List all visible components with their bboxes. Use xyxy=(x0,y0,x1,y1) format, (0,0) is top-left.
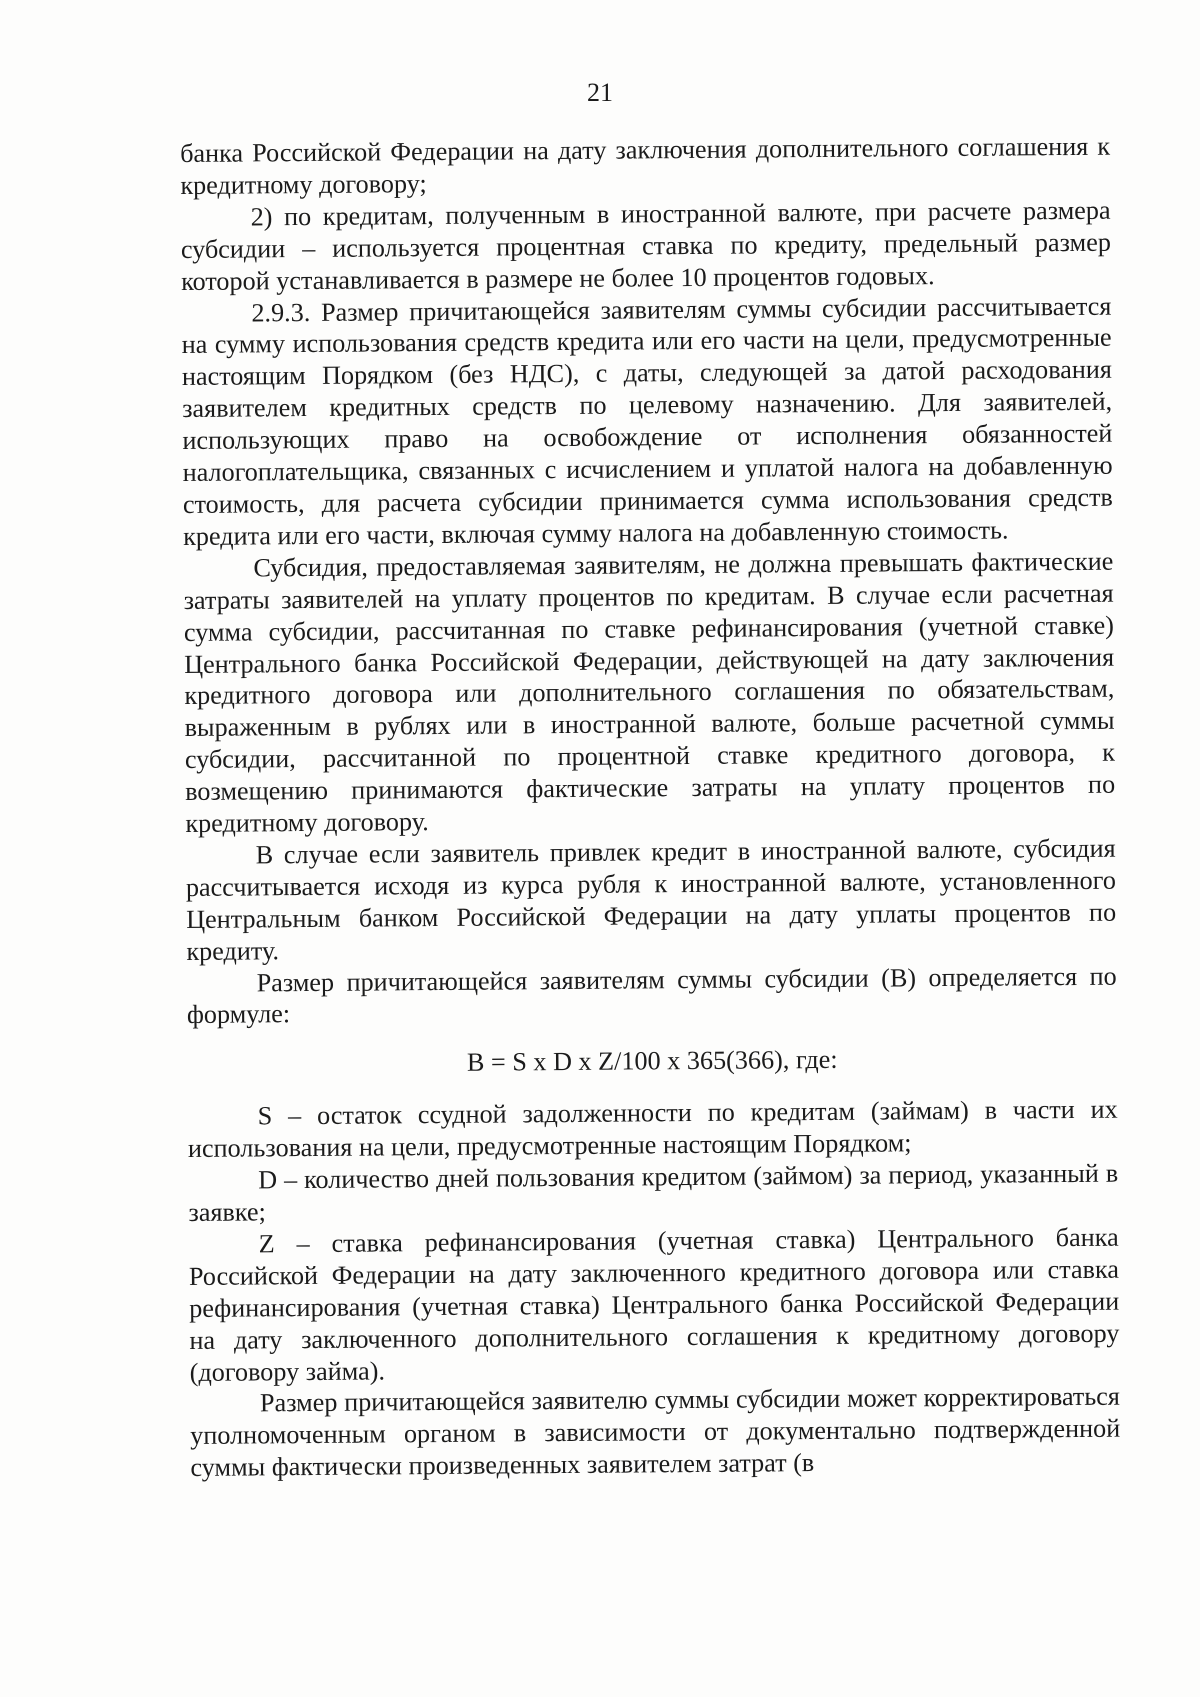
definition-d: D – количество дней пользования кредитом (займом) за период, указанный в заявке; xyxy=(188,1158,1119,1227)
paragraph-continuation: банка Российской Федерации на дату заключения дополнительного соглашения к кредитному договору; xyxy=(180,131,1111,200)
definition-z: Z – ставка рефинансирования (учетная ставка) Центрального банка Российской Федерации на дату заключенного кредитного договора или ставка рефинансирования (учетная ставка) Центрального банка Российской Федерации на дату заключенного дополнительного соглашения к кредитному договору (договору займа). xyxy=(188,1222,1120,1387)
paragraph-foreign-currency-rate: В случае если заявитель привлек кредит в иностранной валюте, субсидия рассчитывается исходя из курса рубля к иностранной валюте, установленного Центральным банком Российской Федерации на дату уплаты процентов по кредиту. xyxy=(185,833,1117,966)
page-number: 21 xyxy=(587,78,613,107)
paragraph-2-9-3: 2.9.3. Размер причитающейся заявителям суммы субсидии рассчитывается на сумму использования средств кредита или его части на цели, предусмотренные настоящим Порядком (без НДС), с даты, следующей за датой расходования заявителем кредитных средств по целевому назначению. Для заявителей, использующих право на освобождение от исполнения обязанностей налогоплательщика, связанных с исчислением и уплатой налога на добавленную стоимость, для расчета субсидии принимается сумма использования средств кредита или его части, включая сумму налога на добавленную стоимость. xyxy=(181,291,1113,551)
paragraph-subsidy-adjustment: Размер причитающейся заявителю суммы субсидии может корректироваться уполномоченным органом в зависимости от документально подтвержденной суммы фактически произведенных заявителем затрат (в xyxy=(190,1382,1121,1483)
definition-s: S – остаток ссудной задолженности по кредитам (займам) в части их использования на цели, предусмотренные настоящим Порядком; xyxy=(187,1094,1118,1164)
subsidy-formula: В = S x D x Z/100 x 365(366), где: xyxy=(466,1045,838,1078)
paragraph-foreign-currency-credits: 2) по кредитам, полученным в иностранной валюте, при расчете размера субсидии – используется процентная ставка по кредиту, предельный размер которой устанавливается в размере не более 10 процентов годовых. xyxy=(180,195,1111,296)
paragraph-subsidy-limit: Субсидия, предоставляемая заявителям, не должна превышать фактические затраты заявителей на уплату процентов по кредитам. В случае если расчетная сумма субсидии, рассчитанная по ставке рефинансирования (учетной ставке) Центрального банка Российской Федерации, действующей на дату заключения кредитного договора или дополнительного соглашения по обязательствам, выраженным в рублях или в иностранной валюте, больше расчетной суммы субсидии, рассчитанной по процентной ставке кредитного договора, к возмещению принимаются фактические затраты на уплату процентов по кредитному договору. xyxy=(183,546,1116,839)
document-body xyxy=(180,131,1121,1484)
paragraph-formula-intro: Размер причитающейся заявителям суммы субсидии (В) определяется по формуле: xyxy=(186,961,1117,1030)
